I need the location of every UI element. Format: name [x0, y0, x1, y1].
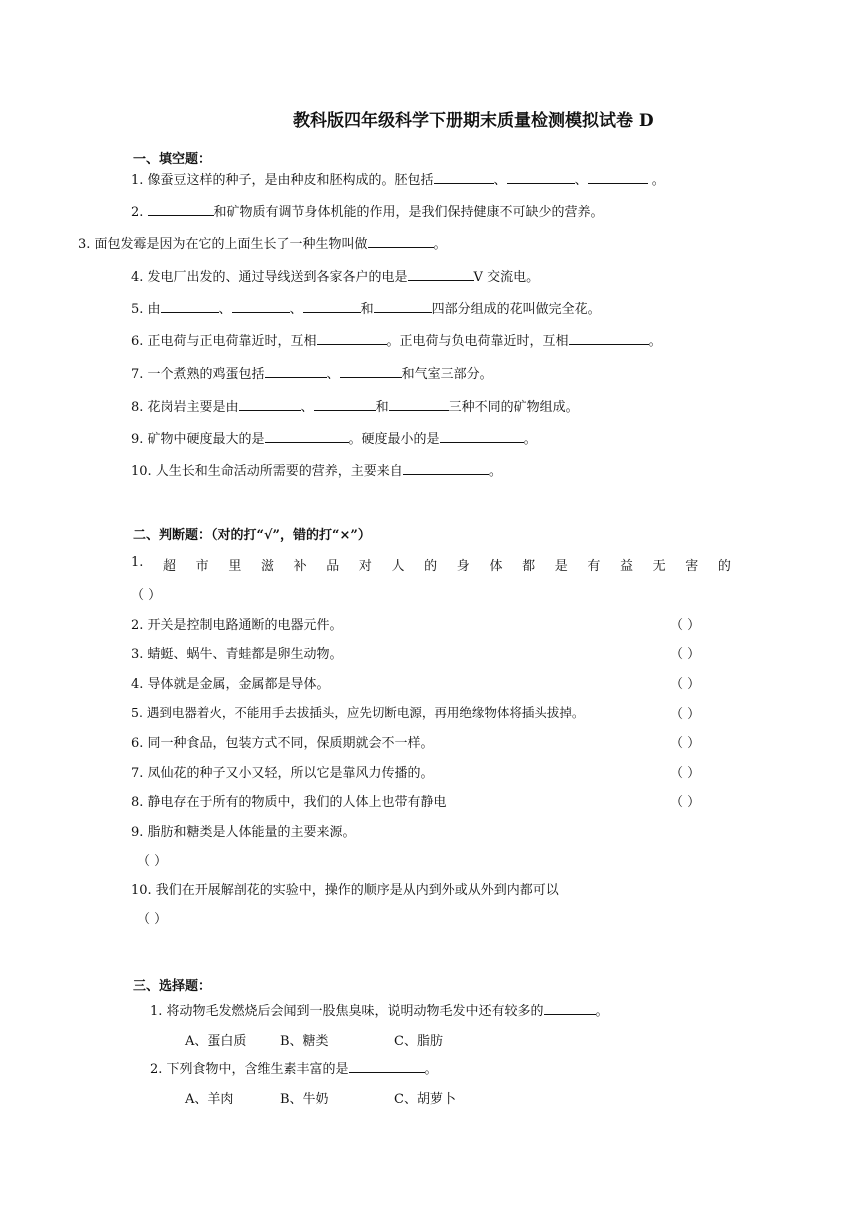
answer-parentheses[interactable]: （ ） [137, 854, 168, 869]
tf-question-5: 5. 遇到电器着火，不能用手去拔插头，应先切断电源，再用绝缘物体将插头拔掉。 [131, 705, 585, 720]
tf-question-1: 1. 超 市 里 滋 补 品 对 人 的 身 体 都 是 有 益 无 害 的 [131, 555, 731, 574]
answer-blank[interactable] [368, 235, 434, 248]
choice-option-b[interactable]: B、牛奶 [280, 1092, 329, 1107]
section-heading-fill-blank: 一、填空题： [133, 152, 212, 167]
choice-option-c[interactable]: C、脂肪 [394, 1034, 443, 1049]
fill-question-1: 1. 像蚕豆这样的种子，是由种皮和胚构成的。胚包括 、 、 。 [131, 173, 665, 188]
fill-question-4: 4. 发电厂出发的、通过导线送到各家各户的电是 V 交流电。 [131, 270, 540, 285]
fill-question-5: 5. 由 、 、 和 四部分组成的花叫做完全花。 [131, 302, 601, 317]
answer-parentheses[interactable]: （ ） [670, 766, 701, 781]
tf-question-10: 10. 我们在开展解剖花的实验中，操作的顺序是从内到外或从外到内都可以 [131, 883, 559, 898]
answer-blank[interactable] [349, 1060, 425, 1073]
answer-parentheses[interactable]: （ ） [670, 647, 701, 662]
section-heading-multiple-choice: 三、选择题： [133, 979, 212, 994]
answer-blank[interactable] [569, 332, 649, 345]
answer-blank[interactable] [265, 430, 349, 443]
answer-parentheses[interactable]: （ ） [670, 707, 701, 722]
fill-question-2: 2. 和矿物质有调节身体机能的作用，是我们保持健康不可缺少的营养。 [131, 205, 604, 220]
answer-blank[interactable] [507, 171, 575, 184]
answer-parentheses[interactable]: （ ） [131, 588, 162, 603]
fill-question-3: 3. 面包发霉是因为在它的上面生长了一种生物叫做 。 [78, 237, 447, 252]
fill-question-10: 10. 人生长和生命活动所需要的营养，主要来自 。 [131, 464, 502, 479]
choice-option-c[interactable]: C、胡萝卜 [394, 1092, 456, 1107]
answer-blank[interactable] [389, 398, 449, 411]
fill-question-6: 6. 正电荷与正电荷靠近时，互相 。正电荷与负电荷靠近时，互相 。 [131, 334, 662, 349]
choice-question-2: 2. 下列食物中，含维生素丰富的是 。 [150, 1062, 438, 1077]
answer-parentheses[interactable]: （ ） [670, 677, 701, 692]
choice-option-b[interactable]: B、糖类 [280, 1034, 329, 1049]
tf-question-2: 2. 开关是控制电路通断的电器元件。 [131, 618, 343, 633]
answer-blank[interactable] [148, 203, 214, 216]
answer-blank[interactable] [314, 398, 376, 411]
tf-question-4: 4. 导体就是金属，金属都是导体。 [131, 677, 330, 692]
answer-blank[interactable] [403, 462, 489, 475]
answer-parentheses[interactable]: （ ） [670, 795, 701, 810]
tf-question-7: 7. 凤仙花的种子又小又轻，所以它是靠风力传播的。 [131, 766, 434, 781]
answer-blank[interactable] [161, 300, 219, 313]
answer-blank[interactable] [440, 430, 524, 443]
answer-blank[interactable] [544, 1002, 596, 1015]
fill-question-7: 7. 一个煮熟的鸡蛋包括 、 和气室三部分。 [131, 367, 493, 382]
answer-blank[interactable] [303, 300, 361, 313]
tf-question-6: 6. 同一种食品，包装方式不同，保质期就会不一样。 [131, 736, 434, 751]
answer-parentheses[interactable]: （ ） [670, 736, 701, 751]
answer-blank[interactable] [265, 365, 327, 378]
answer-blank[interactable] [434, 171, 494, 184]
tf-question-8: 8. 静电存在于所有的物质中，我们的人体上也带有静电 [131, 795, 447, 810]
page-title: 教科版四年级科学下册期末质量检测模拟试卷 D [293, 111, 654, 131]
fill-question-9: 9. 矿物中硬度最大的是 。硬度最小的是 。 [131, 432, 537, 447]
answer-blank[interactable] [317, 332, 387, 345]
answer-blank[interactable] [340, 365, 402, 378]
answer-parentheses[interactable]: （ ） [137, 912, 168, 927]
answer-blank[interactable] [408, 268, 474, 281]
tf-question-3: 3. 蜻蜓、蜗牛、青蛙都是卵生动物。 [131, 647, 343, 662]
answer-parentheses[interactable]: （ ） [670, 618, 701, 633]
choice-question-1: 1. 将动物毛发燃烧后会闻到一股焦臭味，说明动物毛发中还有较多的 。 [150, 1004, 609, 1019]
answer-blank[interactable] [588, 171, 648, 184]
answer-blank[interactable] [374, 300, 432, 313]
choice-option-a[interactable]: A、蛋白质 [185, 1034, 247, 1049]
answer-blank[interactable] [232, 300, 290, 313]
answer-blank[interactable] [239, 398, 301, 411]
tf-question-9: 9. 脂肪和糖类是人体能量的主要来源。 [131, 825, 356, 840]
choice-option-a[interactable]: A、羊肉 [185, 1092, 234, 1107]
section-heading-true-false: 二、判断题：（对的打“√”，错的打“×”） [133, 528, 371, 543]
fill-question-8: 8. 花岗岩主要是由 、 和 三种不同的矿物组成。 [131, 400, 579, 415]
